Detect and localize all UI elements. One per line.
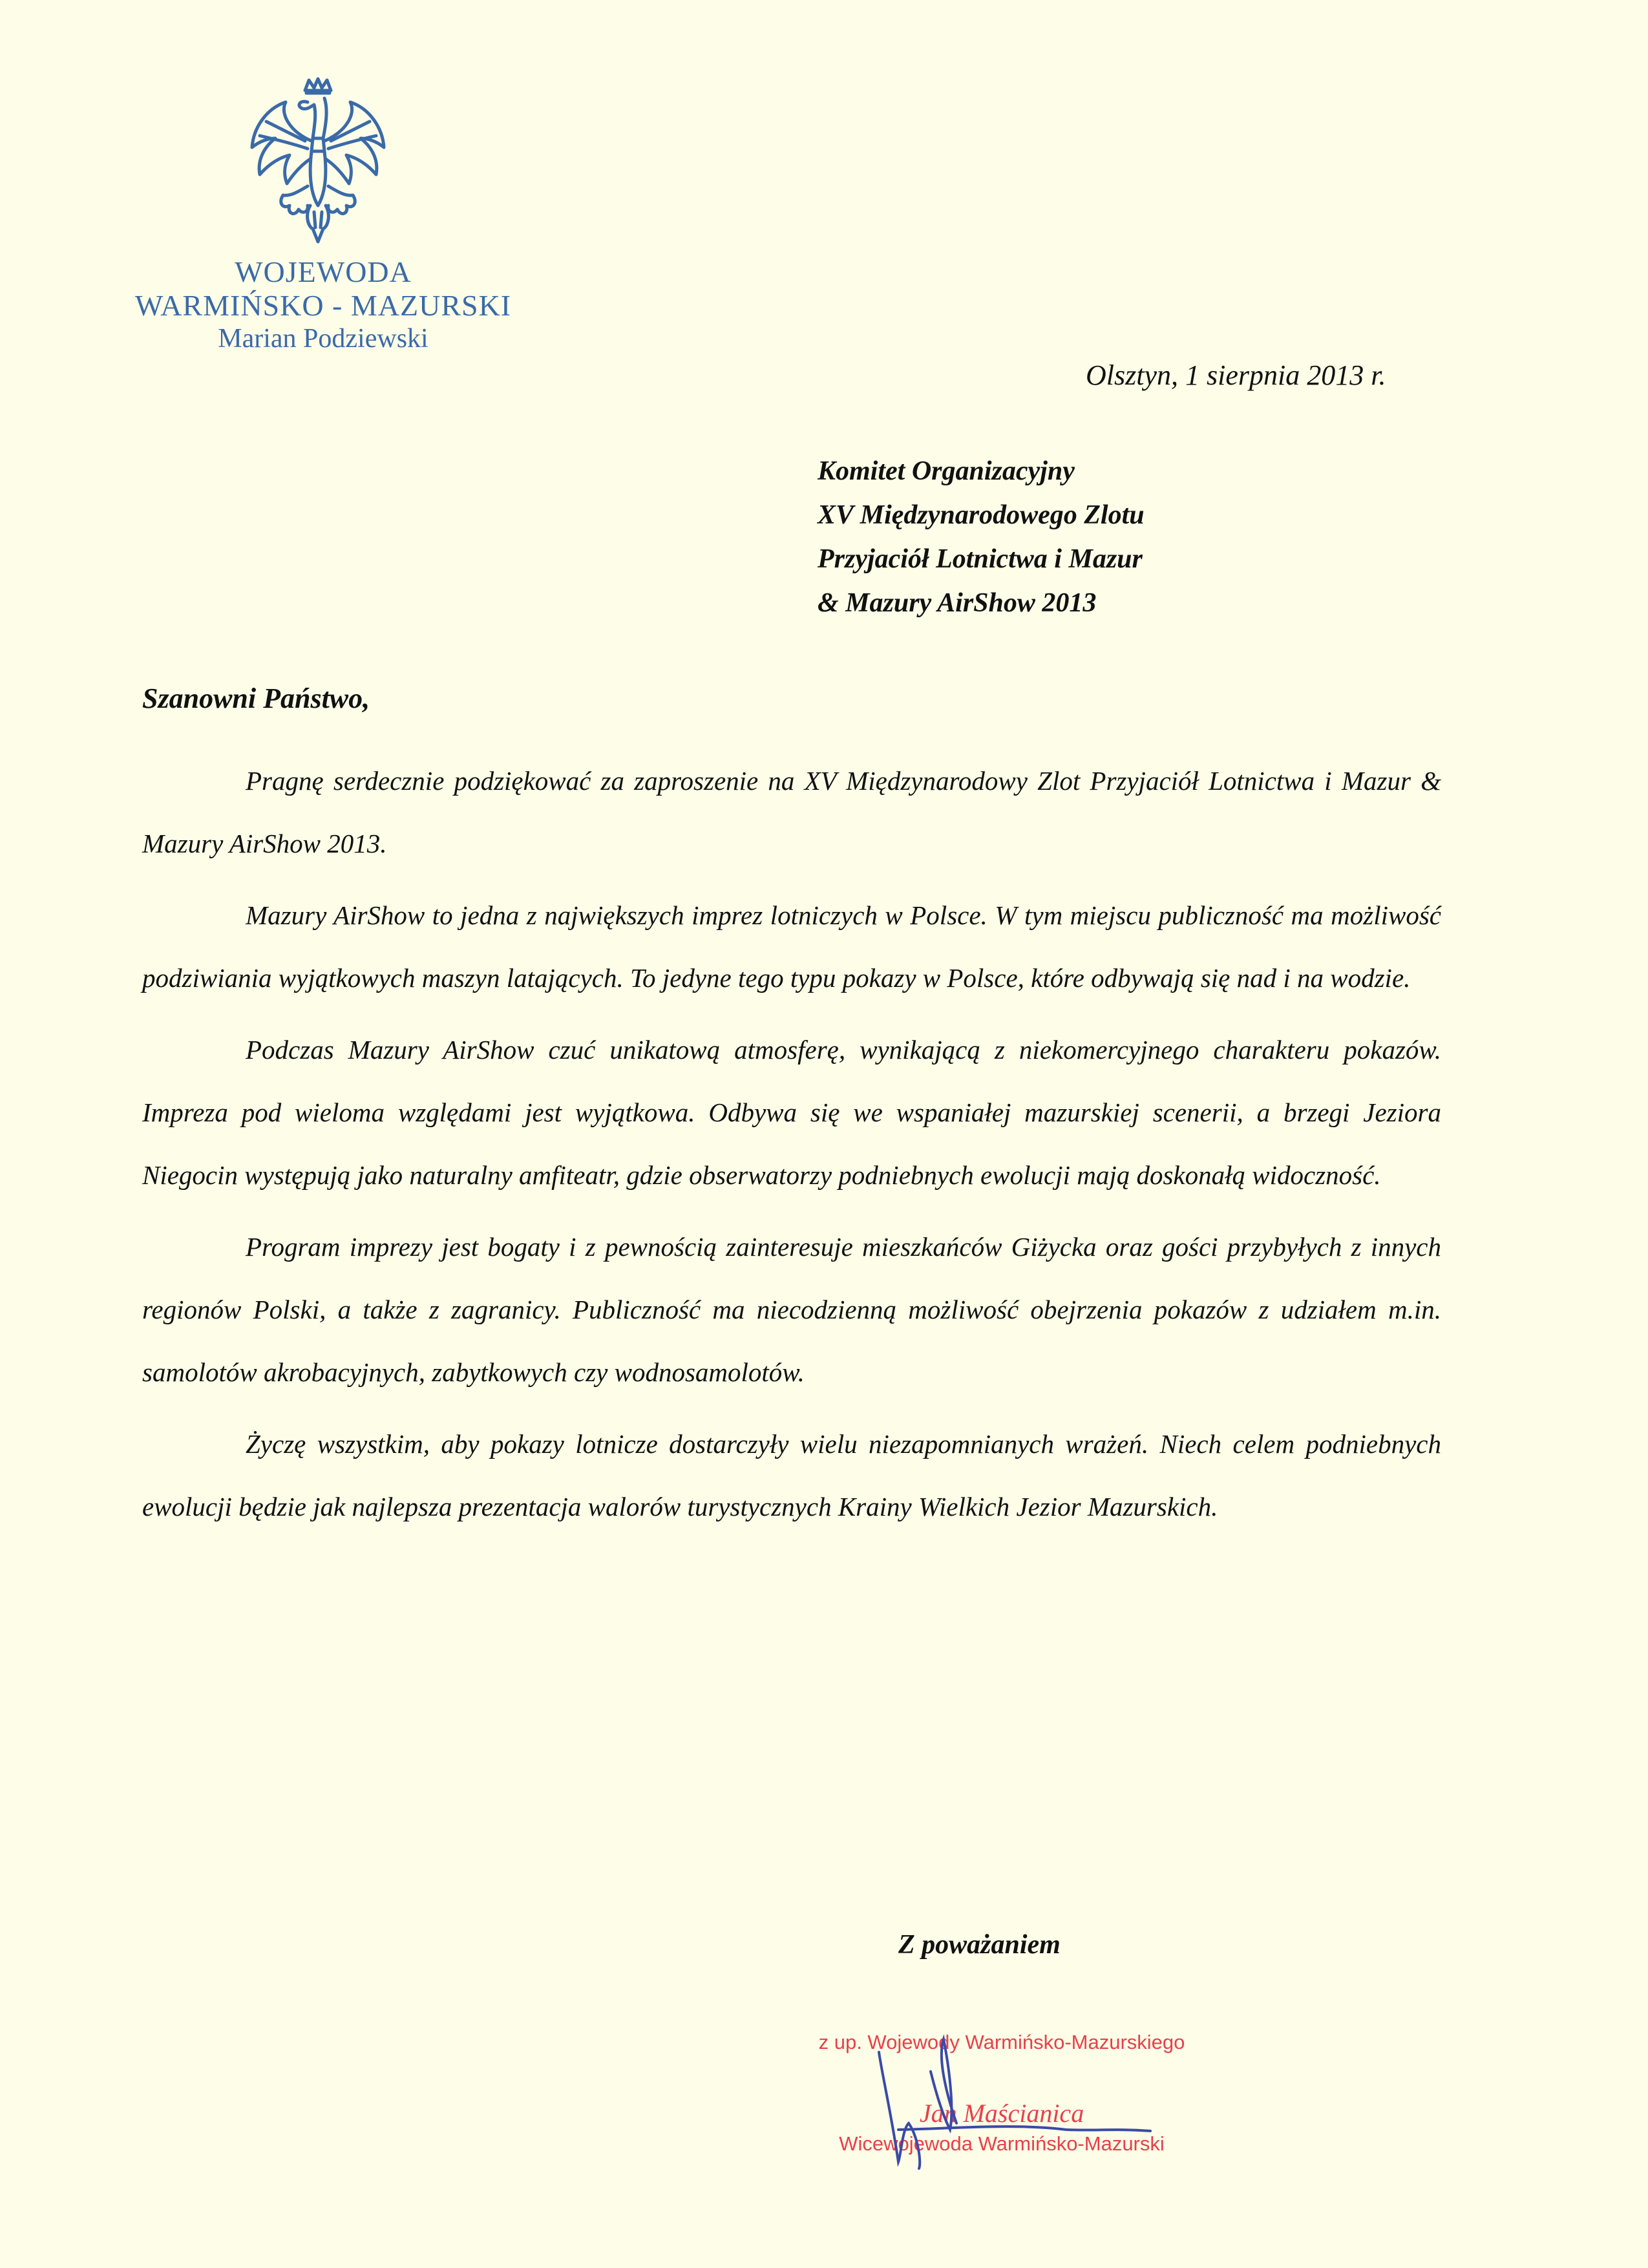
letterhead <box>97 255 549 355</box>
recipient-line: XV Międzynarodowego Zlotu <box>818 500 1145 530</box>
recipient-block <box>818 449 1145 625</box>
recipient-line: Przyjaciół Lotnictwa i Mazur <box>818 544 1143 574</box>
stamp-name: Jan Maścianica <box>919 2099 1084 2128</box>
body-paragraph: Życzę wszystkim, aby pokazy lotnicze dostarczyły wielu niezapomnianych wrażeń. Niech celem podniebnych ewolucji będzie jak najlepsza prezentacja walorów turystycznych Krainy Wielkich Jezior Mazurskich. <box>142 1429 1441 1521</box>
body-paragraph: Podczas Mazury AirShow czuć unikatową atmosferę, wynikającą z niekomercyjnego charakteru pokazów. Impreza pod wieloma względami jest wyjątkowa. Odbywa się we wspaniałej mazurskiej scenerii, a brzegi Jeziora Niegocin występują jako naturalny amfiteatr, gdzie obserwatorzy podniebnych ewolucji mają doskonałą widoczność. <box>142 1035 1441 1190</box>
letterhead-region: WARMIŃSKO - MAZURSKI <box>134 289 512 322</box>
polish-eagle-emblem-icon <box>240 76 396 244</box>
closing: Z poważaniem <box>898 1930 1061 1960</box>
stamp-title: Wicewojewoda Warmińsko-Mazurski <box>839 2132 1165 2155</box>
handwritten-signature <box>860 2033 1196 2175</box>
letterhead-name: Marian Podziewski <box>218 324 428 354</box>
letter-date: Olsztyn, 1 sierpnia 2013 r. <box>1086 359 1386 391</box>
letter-body <box>142 750 1441 1547</box>
stamp-authorization: z up. Wojewody Warmińsko-Mazurskiego <box>818 2031 1185 2053</box>
recipient-line: & Mazury AirShow 2013 <box>818 588 1097 618</box>
body-paragraph: Pragnę serdecznie podziękować za zaproszenie na XV Międzynarodowy Zlot Przyjaciół Lotnictwa i Mazur & Mazury AirShow 2013. <box>142 766 1441 858</box>
recipient-line: Komitet Organizacyjny <box>818 456 1075 486</box>
body-paragraph: Mazury AirShow to jedna z największych imprez lotniczych w Polsce. W tym miejscu publiczność ma możliwość podziwiania wyjątkowych maszyn latających. To jedyne tego typu pokazy w Polsce, które odbywają się nad i na wodzie. <box>142 900 1441 993</box>
letterhead-title: WOJEWODA <box>235 255 412 288</box>
salutation: Szanowni Państwo, <box>142 683 370 714</box>
body-paragraph: Program imprezy jest bogaty i z pewnością zainteresuje mieszkańców Giżycka oraz gości przybyłych z innych regionów Polski, a także z zagranicy. Publiczność ma niecodzienną możliwość obejrzenia pokazów z udziałem m.in. samolotów akrobacyjnych, zabytkowych czy wodnosamolotów. <box>142 1232 1441 1387</box>
